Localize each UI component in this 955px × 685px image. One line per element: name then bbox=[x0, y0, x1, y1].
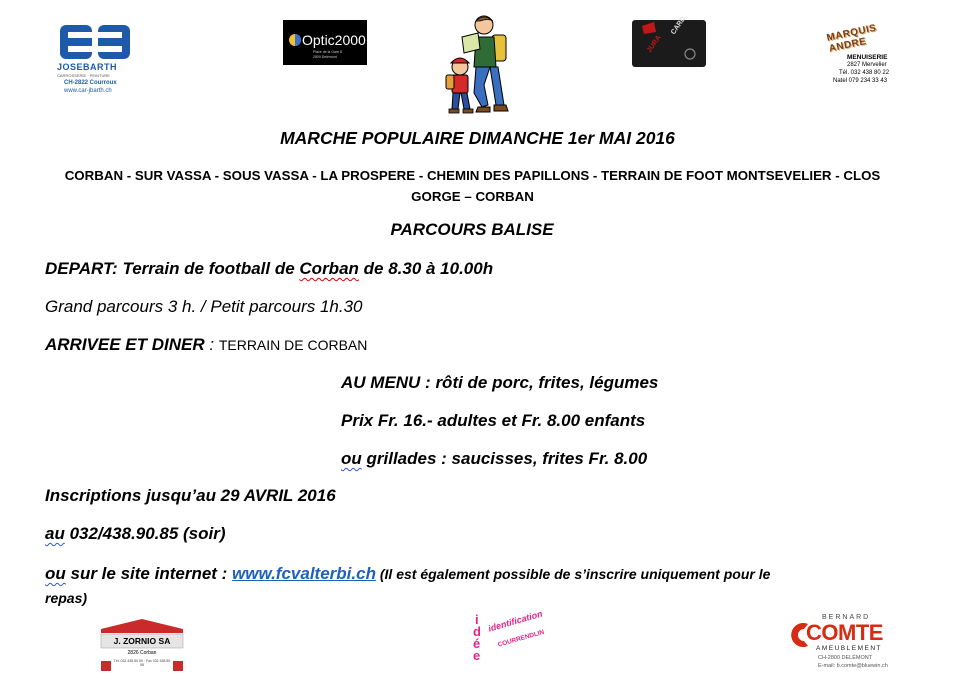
comte-top: BERNARD bbox=[822, 614, 871, 621]
phone-number: 032/438.90.85 (soir) bbox=[64, 524, 226, 543]
website-note: (Il est également possible de s’inscrire uniquement pour le bbox=[375, 566, 771, 582]
idee-letter-d: d bbox=[473, 624, 481, 639]
jura-card-logo bbox=[632, 15, 706, 67]
menu-line-2: Prix Fr. 16.- adultes et Fr. 8.00 enfants bbox=[341, 411, 646, 430]
hikers-icon bbox=[440, 15, 512, 115]
comte-line2: E-mail: b.comte@bluewin.ch bbox=[818, 663, 888, 669]
depart-line bbox=[45, 259, 493, 279]
depart-text-a: DEPART: Terrain de football de bbox=[45, 259, 300, 278]
zornio-line2: Tél. 032 438 80 50 · Fax 032 438 89 58 bbox=[113, 659, 171, 667]
idee-letter-e2: e bbox=[473, 648, 481, 663]
route-line-1: CORBAN - SUR VASSA - SOUS VASSA - LA PROSPERE - CHEMIN DES PAPILLONS - TERRAIN DE FOOT MONTSEVELIER - CLOS bbox=[64, 168, 881, 183]
zornio-name: J. ZORNIO SA bbox=[113, 636, 171, 646]
idee-place: COURRENDLIN bbox=[497, 628, 546, 649]
jura-card-mark-icon bbox=[632, 20, 706, 67]
depart-place: Corban bbox=[299, 259, 359, 278]
zornio-logo bbox=[97, 617, 187, 673]
barth-emblem-icon bbox=[58, 22, 132, 62]
inscriptions-line: Inscriptions jusqu’au 29 AVRIL 2016 bbox=[45, 486, 336, 505]
comte-sub: AMEUBLEMENT bbox=[816, 645, 882, 652]
phone-line bbox=[45, 524, 226, 544]
arrivee-label: ARRIVEE ET DINER bbox=[45, 335, 205, 354]
idee-word: identification bbox=[487, 608, 544, 634]
arrivee-sep: : bbox=[204, 335, 219, 354]
subtitle: PARCOURS BALISE bbox=[390, 220, 554, 239]
optic2000-logo bbox=[283, 20, 367, 65]
barth-logo bbox=[55, 22, 135, 96]
comte-name: COMTE bbox=[806, 620, 883, 645]
optic-name: Optic2000 bbox=[302, 32, 366, 48]
idee-logo bbox=[465, 608, 575, 672]
jura-card-left: JURA bbox=[646, 34, 663, 55]
barth-address: CH-2822 Courroux bbox=[64, 80, 117, 86]
menuiserie-line3: Tél. 032 438 80 22 bbox=[839, 70, 890, 76]
menu-line-3 bbox=[341, 449, 647, 469]
parcours-line: Grand parcours 3 h. / Petit parcours 1h.30 bbox=[45, 297, 363, 316]
website-line bbox=[45, 564, 770, 584]
idee-letter-e1: é bbox=[473, 636, 481, 651]
route-line-2: GORGE – CORBAN bbox=[411, 189, 534, 204]
website-note-line-2: repas) bbox=[45, 590, 88, 606]
optic-circle-icon bbox=[288, 33, 302, 47]
arrivee-line bbox=[45, 335, 367, 355]
barth-tagline: CARROSSERIE · PEINTURE bbox=[57, 73, 110, 78]
menu-grill: grillades : saucisses, frites Fr. 8.00 bbox=[361, 449, 648, 468]
comte-line1: CH-2800 DELÉMONT bbox=[818, 655, 873, 661]
depart-text-c: de 8.30 à 10.00h bbox=[358, 259, 494, 278]
jura-card-right: CARD bbox=[670, 15, 688, 37]
menuiserie-logo bbox=[823, 20, 913, 90]
website-or: ou bbox=[45, 564, 66, 583]
zornio-line1: 2826 Corban bbox=[127, 650, 157, 656]
phone-au: au bbox=[45, 524, 65, 543]
comte-logo bbox=[780, 614, 910, 676]
menu-line-1: AU MENU : rôti de porc, frites, légumes bbox=[341, 373, 659, 392]
optic-line1: Place de la Gare 8 bbox=[313, 50, 342, 54]
menuiserie-line2: 2827 Mervelier bbox=[847, 62, 887, 68]
barth-name: JOSEBARTH bbox=[57, 62, 118, 72]
arrivee-value: TERRAIN DE CORBAN bbox=[218, 337, 368, 353]
menuiserie-brand: MARQUIS ANDRE bbox=[825, 22, 878, 55]
page-title: MARCHE POPULAIRE DIMANCHE 1er MAI 2016 bbox=[280, 128, 675, 148]
website-link[interactable]: www.fcvalterbi.ch bbox=[232, 564, 376, 583]
menuiserie-line4: Natel 079 234 33 43 bbox=[833, 78, 888, 84]
website-text: sur le site internet : bbox=[65, 564, 233, 583]
hikers-illustration bbox=[440, 15, 512, 115]
barth-web: www.car-jbarth.ch bbox=[64, 88, 112, 94]
menu-or: ou bbox=[341, 449, 362, 468]
idee-letter-i: i bbox=[475, 612, 479, 627]
menuiserie-line1: MENUISERIE bbox=[847, 54, 888, 61]
optic-line2: 2800 Delémont bbox=[313, 55, 337, 59]
